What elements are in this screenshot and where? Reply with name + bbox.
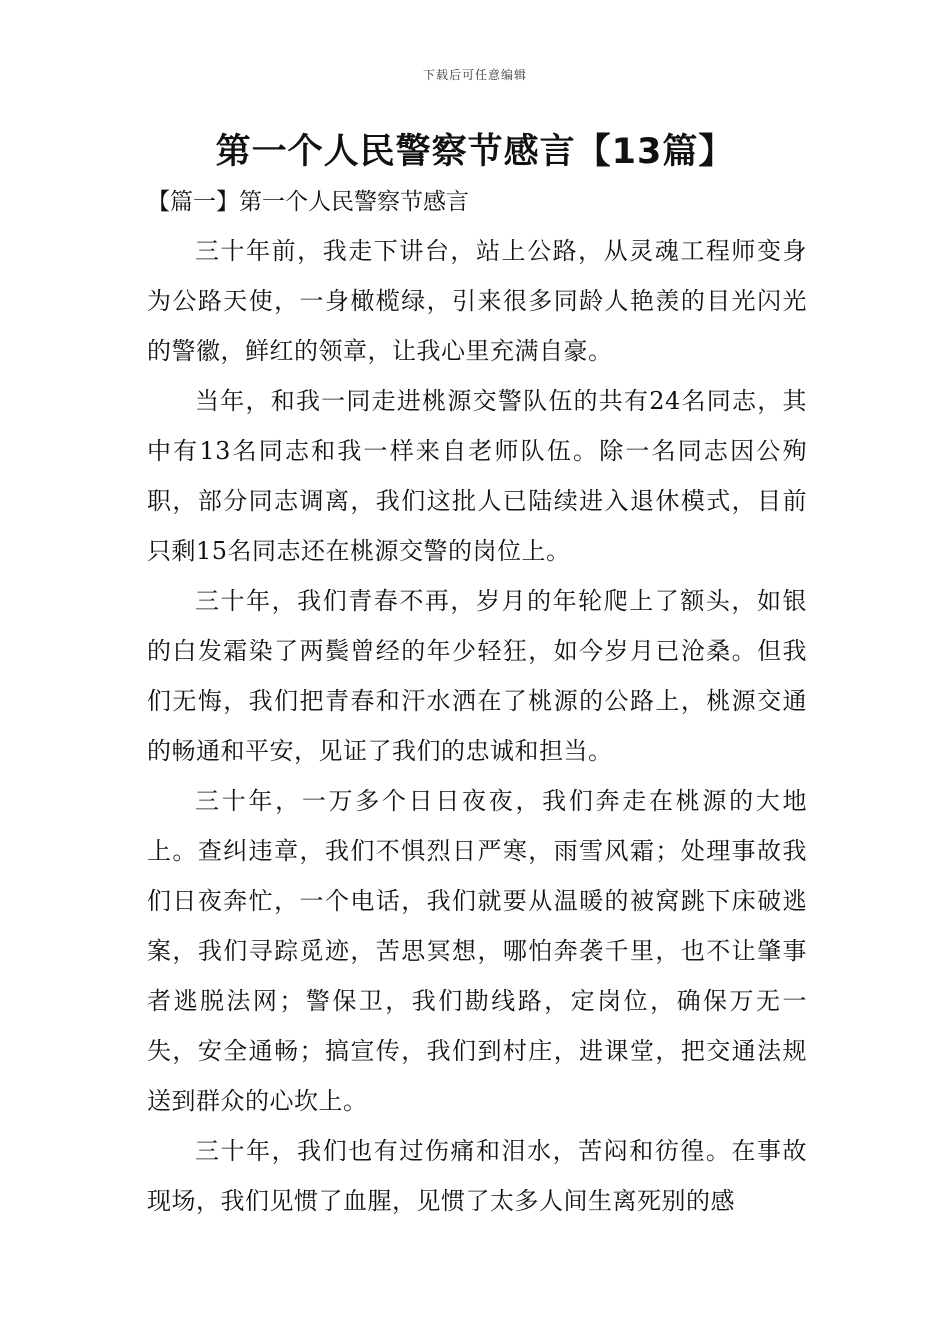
paragraph-2: 当年，和我一同走进桃源交警队伍的共有24名同志，其中有13名同志和我一样来自老师队伍。除一名同志因公殉职，部分同志调离，我们这批人已陆续进入退休模式，目前只剩15名同志还在桃源交警的岗位上。 <box>147 387 807 565</box>
paragraph-1: 三十年前，我走下讲台，站上公路，从灵魂工程师变身为公路天使，一身橄榄绿，引来很多同龄人艳羡的目光闪光的警徽，鲜红的领章，让我心里充满自豪。 <box>147 237 807 365</box>
paragraph-4: 三十年，一万多个日日夜夜，我们奔走在桃源的大地上。查纠违章，我们不惧烈日严寒，雨雪风霜；处理事故我们日夜奔忙，一个电话，我们就要从温暖的被窝跳下床破逃案，我们寻踪觅迹，苦思冥想，哪怕奔袭千里，也不让肇事者逃脱法网；警保卫，我们勘线路，定岗位，确保万无一失，安全通畅；搞宣传，我们到村庄，进课堂，把交通法规送到群众的心坎上。 <box>147 787 807 1115</box>
body-text <box>147 226 807 1226</box>
header-note: 下载后可任意编辑 <box>422 68 527 82</box>
section-heading: 【篇一】第一个人民警察节感言 <box>147 189 469 215</box>
document-title: 第一个人民警察节感言【13篇】 <box>215 132 735 172</box>
paragraph-5: 三十年，我们也有过伤痛和泪水，苦闷和彷徨。在事故现场，我们见惯了血腥，见惯了太多人间生离死别的感 <box>147 1137 807 1215</box>
paragraph-3: 三十年，我们青春不再，岁月的年轮爬上了额头，如银的白发霜染了两鬓曾经的年少轻狂，如今岁月已沧桑。但我们无悔，我们把青春和汗水洒在了桃源的公路上，桃源交通的畅通和平安，见证了我们的忠诚和担当。 <box>147 587 807 765</box>
